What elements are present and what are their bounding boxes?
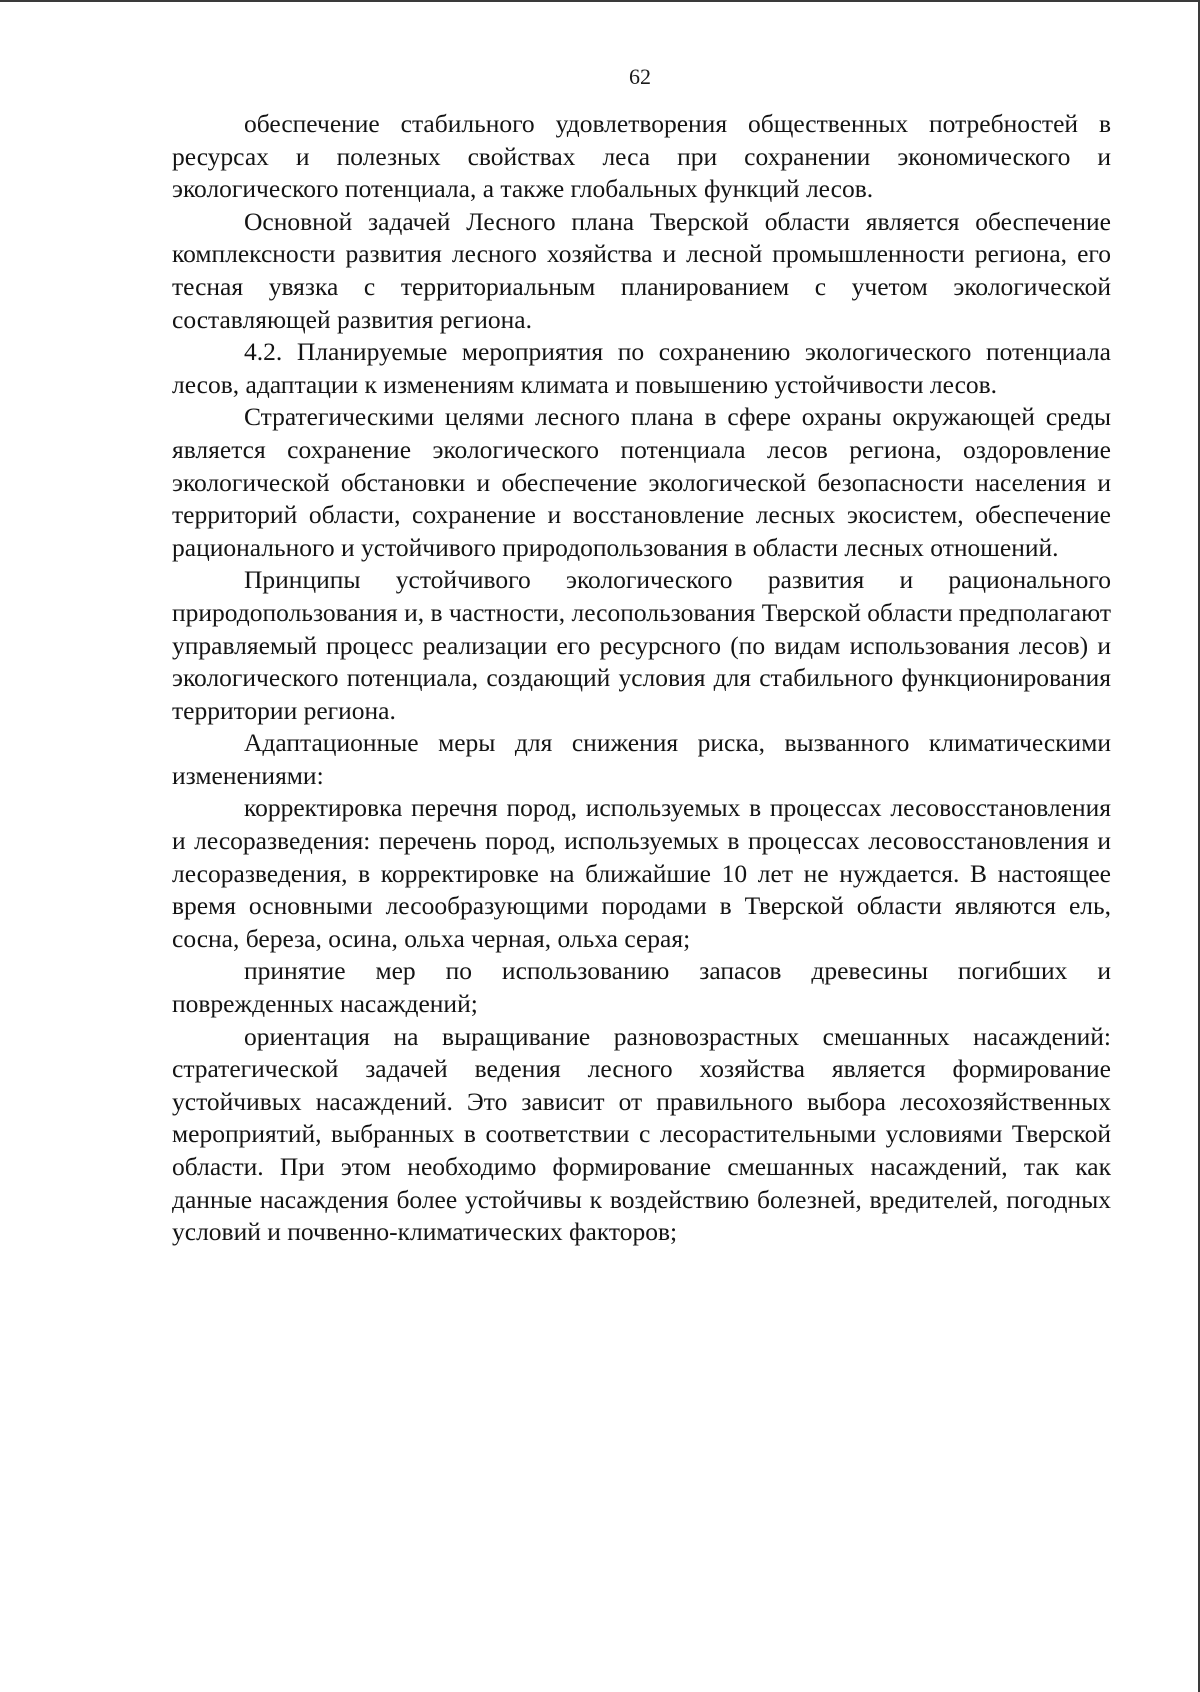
page-number: 62: [629, 64, 651, 89]
list-item: ориентация на выращивание разновозрастных смешанных насаждений: стратегической задачей ведения лесного хозяйства является формирование устойчивых насаждений. Это зависит от правильного выбора лесохозяйственных мероприятий, выбранных в соответствии с лесорастительными условиями Тверской области. При этом необходимо формирование смешанных насаждений, так как данные насаждения более устойчивы к воздействию болезней, вредителей, погодных условий и почвенно-климатических факторов;: [172, 1021, 1111, 1247]
document-body: [172, 108, 1111, 1249]
paragraph: Принципы устойчивого экологического развития и рационального природопользования и, в частности, лесопользования Тверской области предполагают управляемый процесс реализации его ресурсного (по видам использования лесов) и экологического потенциала, создающий условия для стабильного функционирования территории региона.: [172, 565, 1111, 725]
paragraph: Стратегическими целями лесного плана в сфере охраны окружающей среды является сохранение экологического потенциала лесов региона, оздоровление экологической обстановки и обеспечение экологической безопасности населения и территорий области, сохранение и восстановление лесных экосистем, обеспечение рационального и устойчивого природопользования в области лесных отношений.: [172, 402, 1111, 562]
paragraph: Основной задачей Лесного плана Тверской области является обеспечение комплексности развития лесного хозяйства и лесной промышленности региона, его тесная увязка с территориальным планированием с учетом экологической составляющей развития региона.: [172, 206, 1111, 334]
paragraph: Адаптационные меры для снижения риска, вызванного климатическими изменениями:: [172, 728, 1111, 790]
paragraph: обеспечение стабильного удовлетворения общественных потребностей в ресурсах и полезных свойствах леса при сохранении экономического и экологического потенциала, а также глобальных функций лесов.: [172, 109, 1111, 204]
section-heading: 4.2. Планируемые мероприятия по сохранению экологического потенциала лесов, адаптации к изменениям климата и повышению устойчивости лесов.: [172, 337, 1111, 399]
list-item: корректировка перечня пород, используемых в процессах лесовосстановления и лесоразведения: перечень пород, используемых в процессах лесовосстановления и лесоразведения, в корректировке на ближайшие 10 лет не нуждается. В настоящее время основными лесообразующими породами в Тверской области являются ель, сосна, береза, осина, ольха черная, ольха серая;: [172, 793, 1111, 953]
list-item: принятие мер по использованию запасов древесины погибших и поврежденных насаждений;: [172, 956, 1111, 1019]
